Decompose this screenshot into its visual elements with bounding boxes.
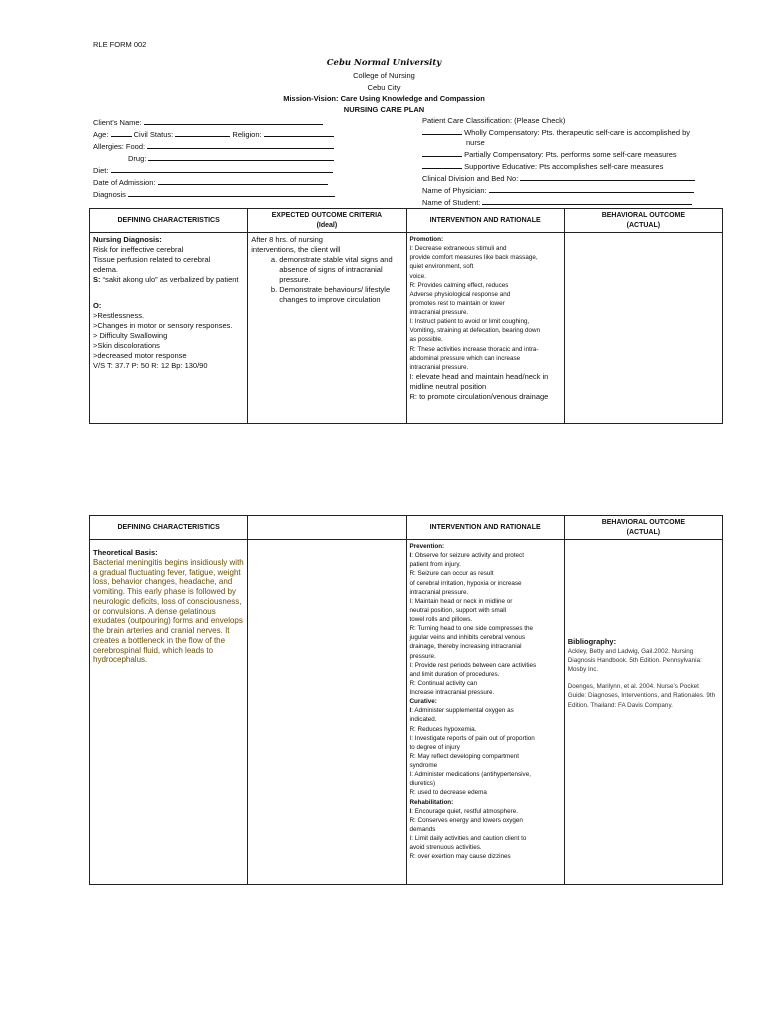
physician-row (422, 184, 712, 196)
curative-line: syndrome (409, 762, 438, 769)
admission-row (93, 176, 338, 188)
curative-line: indicated. (409, 716, 437, 724)
age-row (93, 128, 338, 140)
religion-field[interactable] (264, 128, 334, 137)
intervention-cell (406, 233, 564, 424)
care-plan-table-1 (89, 208, 723, 424)
prevention-line: Increase intracranial pressure. (409, 689, 495, 696)
intervention-line: R: Provides calming effect, reduces (409, 281, 509, 289)
table-header-row (90, 516, 723, 540)
page-title: NURSING CARE PLAN (343, 105, 425, 114)
promotion-label: Promotion: (409, 236, 444, 243)
theory-label: Theoretical Basis: (93, 548, 158, 557)
student-field[interactable] (482, 196, 692, 205)
defining-header: DEFINING CHARACTERISTICS (90, 209, 248, 233)
behavioral-cell (564, 233, 722, 424)
intervention-line: I: elevate head and maintain head/neck in (409, 371, 549, 381)
prevention-line: patient from injury. (409, 561, 461, 569)
curative-line: : Administer supplemental oxygen as (411, 707, 514, 715)
religion-label: Religion: (232, 129, 262, 139)
bibliography-label: Bibliography: (567, 637, 617, 646)
intervention-line: promotes rest to maintain or lower (409, 299, 505, 307)
classification-title: Patient Care Classification: (Please Check) (422, 116, 566, 125)
defining-header: DEFINING CHARACTERISTICS (90, 516, 248, 540)
form-number: RLE FORM 002 (93, 40, 147, 49)
classification-block (422, 116, 712, 208)
empty-header (248, 516, 406, 540)
prevention-line: drainage, thereby increasing intracranial (409, 643, 522, 651)
prevention-line: of cerebral irritation, hypoxia or increase (409, 579, 522, 587)
curative-line: I: Investigate reports of pain out of proportion (409, 734, 535, 742)
objective-line: >Skin discolorations (93, 340, 160, 350)
student-row (422, 196, 712, 208)
subjective-row (93, 275, 244, 285)
allergies-food-label: Allergies: Food: (93, 141, 146, 151)
intervention-line: Adverse physiological response and (409, 290, 511, 298)
client-name-row (93, 116, 338, 128)
prevention-line: towel rolls and pillows. (409, 616, 473, 623)
vital-signs: V/S T: 37.7 P: 50 R: 12 Bp: 130/90 (93, 360, 208, 370)
rehab-label: Rehabilitation: (409, 798, 454, 806)
prefix-i: I (409, 707, 412, 715)
intervention-line: I: Instruct patient to avoid or limit coughing, (409, 318, 530, 326)
wholly-row (422, 126, 712, 138)
prevention-line: R: Turning head to one side compresses the (409, 625, 534, 633)
client-name-label: Client’s Name: (93, 118, 142, 127)
expected-header-title: EXPECTED OUTCOME CRITERIA (271, 212, 383, 220)
table-body-row (90, 540, 723, 885)
client-info-block (93, 116, 338, 212)
intervention-header: INTERVENTION AND RATIONALE (406, 209, 564, 233)
objective-line: > Difficulty Swallowing (93, 330, 168, 340)
curative-first (410, 706, 561, 715)
bibliography-cell (564, 540, 722, 885)
objective-line: >Changes in motor or sensory responses. (93, 320, 233, 330)
bibliography-entry: Ackley, Betty and Ladwig, Gail.2002. Nursing Diagnosis Handbook. 5th Edition. Pennsylvania: Mosby Inc. (567, 647, 702, 674)
college-name: College of Nursing (353, 71, 415, 80)
prevention-line: I: Provide rest periods between care activities (409, 661, 537, 669)
objective-line: >Restlessness. (93, 310, 145, 320)
expected-list (251, 255, 402, 305)
theory-cell (90, 540, 248, 885)
nd-line: Risk for ineffective cerebral (93, 244, 184, 254)
care-plan-table-2 (89, 515, 723, 885)
objective-line: >decreased motor response (93, 350, 187, 360)
prevention-line: jugular veins and inhibits cerebral venous (409, 634, 526, 642)
civil-status-label: Civil Status: (133, 129, 174, 139)
clinical-row (422, 172, 712, 184)
age-field[interactable] (111, 128, 132, 137)
behavioral-header (564, 516, 722, 540)
curative-line: I: Administer medications (antihypertensive, (409, 771, 531, 779)
intervention-line: as possible. (409, 336, 443, 344)
curative-label: Curative: (409, 698, 437, 706)
curative-line: to degree of injury (409, 743, 460, 751)
intervention-large-lines (410, 372, 561, 402)
nd-line: Tissue perfusion related to cerebral (93, 254, 211, 264)
diet-label: Diet: (93, 165, 109, 175)
diet-field[interactable] (111, 164, 333, 173)
allergies-drug-field[interactable] (148, 152, 334, 161)
diet-row (93, 164, 338, 176)
behavioral-header-title: BEHAVIORAL OUTCOME (601, 212, 686, 220)
allergies-drug-label: Drug: (128, 153, 147, 163)
curative-line: R: May reflect developing compartment (409, 752, 520, 760)
intervention-line: voice. (409, 272, 426, 280)
diagnosis-field[interactable] (128, 188, 335, 197)
table-header-row (90, 209, 723, 233)
allergies-food-row (93, 140, 338, 152)
intervention-cell (406, 540, 564, 885)
intervention-line: Vomiting, straining at defecation, bearing down (409, 327, 541, 335)
diagnosis-label: Diagnosis (93, 189, 126, 199)
intervention-line: midline neutral position (409, 381, 487, 391)
behavioral-header-title: BEHAVIORAL OUTCOME (601, 519, 686, 527)
table-body-row (90, 233, 723, 424)
supportive-row (422, 160, 712, 172)
empty-cell (248, 540, 406, 885)
rehab-line: R: Conserves energy and lowers oxygen (409, 816, 523, 824)
rehab-line: R: over exertion may cause dizzines (409, 853, 511, 861)
allergies-drug-row (93, 152, 338, 164)
curative-line: R: used to decrease edema (409, 789, 487, 797)
objective-label: O: (93, 300, 102, 310)
rehab-line: : Encourage quiet, restful atmosphere. (411, 807, 519, 815)
defining-cell (90, 233, 248, 424)
prevention-line: : Observe for seizure activity and protect (411, 552, 524, 560)
wholly-cont: nurse (466, 137, 485, 147)
intervention-line: abdominal pressure which can increase (409, 354, 521, 362)
prevention-line: and limit duration of procedures. (409, 670, 500, 678)
expected-item: b. Demonstrate behaviours/ lifestyle changes to improve circulation (279, 285, 402, 305)
behavioral-header-sub: (ACTUAL) (626, 528, 661, 536)
intervention-line: provide comfort measures like back massage, (409, 254, 538, 262)
client-name-field[interactable] (144, 116, 323, 125)
intervention-line: I: Decrease extraneous stimuli and (409, 245, 507, 253)
age-label: Age: (93, 129, 109, 139)
expected-item: a. demonstrate stable vital signs and absence of signs of intracranial pressure. (279, 255, 402, 285)
intervention-line: intracranial pressure. (409, 363, 469, 371)
rehab-line: demands (409, 825, 436, 833)
intervention-header: INTERVENTION AND RATIONALE (406, 516, 564, 540)
physician-label: Name of Physician: (422, 185, 487, 195)
city-name: Cebu City (367, 83, 401, 92)
allergies-food-field[interactable] (147, 140, 334, 149)
prevention-line: intracranial pressure. (409, 588, 469, 596)
supportive-label: Supportive Educative: Pts accomplishes self-care measures (464, 161, 664, 171)
expected-header-sub: (Ideal) (316, 221, 338, 229)
expected-header (248, 209, 406, 233)
rehab-line: avoid strenuous activities. (409, 844, 482, 852)
prefix-i: I (409, 552, 412, 560)
curative-line: diuretics) (409, 780, 436, 788)
nd-line: edema. (93, 264, 119, 274)
wholly-check[interactable] (422, 126, 462, 135)
intervention-line: intracranial pressure. (409, 309, 469, 316)
clinical-label: Clinical Division and Bed No: (422, 173, 519, 183)
rehab-line: I: Limit daily activities and caution client to (409, 835, 527, 842)
admission-field[interactable] (158, 176, 328, 185)
civil-status-field[interactable] (175, 128, 230, 137)
prevention-first (410, 551, 561, 560)
prefix-i: I (409, 807, 412, 815)
prevention-line: neutral position, support with small (409, 606, 507, 614)
expected-intro-2: interventions, the client will (251, 244, 341, 254)
prevention-line: R: Seizure can occur as result (409, 570, 494, 578)
clinical-field[interactable] (520, 172, 695, 181)
behavioral-header-sub: (ACTUAL) (626, 221, 661, 229)
expected-intro: After 8 hrs. of nursing (251, 235, 323, 244)
wholly-label: Wholly Compensatory: Pts. therapeutic self-care is accomplished by (464, 127, 691, 137)
intervention-line: quiet environment, soft (409, 263, 474, 271)
subjective-text: “sakit akong ulo” as verbalized by patient (100, 274, 239, 284)
bibliography-entry: Doenges, Marilynn, et al. 2004. Nurse’s Pocket Guide: Diagnoses, Interventions, and Rationales. 9th Edition. Thailand: FA Davis Company. (567, 683, 716, 709)
nursing-diagnosis-label: Nursing Diagnosis: (93, 235, 162, 244)
prevention-line: I: Maintain head or neck in midline or (409, 597, 513, 605)
curative-line: R: Reduces hypoxemia. (409, 725, 477, 733)
subjective-label: S: (93, 274, 101, 284)
partially-row (422, 148, 712, 160)
intervention-lines (410, 244, 561, 372)
prevention-line: pressure. (409, 652, 436, 660)
diagnosis-row (93, 188, 338, 200)
theory-text: Bacterial meningitis begins insidiously with a gradual fluctuating fever, fatigue, weight loss, behavior changes, headache, and vomiting. This early phase is followed by neurologic deficits, loss of consciousness, or convulsions. A dense gelatinous exudates (outpouring) forms and envelops the brain arteries and cranial nerves. It creates a bottleneck in the flow of the cerebrospinal fluid, which leads to hydrocephalus. (93, 557, 244, 665)
partially-check[interactable] (422, 148, 462, 157)
prevention-label: Prevention: (409, 543, 445, 550)
intervention-line: R: to promote circulation/venous drainage (409, 391, 549, 401)
intervention-line: R: These activities increase thoracic and intra- (409, 345, 539, 353)
mission-vision: Mission-Vision: Care Using Knowledge and Compassion (283, 94, 485, 103)
supportive-check[interactable] (422, 160, 462, 169)
partially-label: Partially Compensatory: Pts. performs some self-care measures (464, 149, 677, 159)
expected-cell (248, 233, 406, 424)
student-label: Name of Student: (422, 197, 481, 207)
behavioral-header (564, 209, 722, 233)
rehab-first (410, 807, 561, 816)
admission-label: Date of Admission: (93, 177, 156, 187)
university-name: Cebu Normal University (326, 58, 442, 68)
prevention-line: R: Continual activity can (409, 679, 478, 687)
physician-field[interactable] (489, 184, 694, 193)
